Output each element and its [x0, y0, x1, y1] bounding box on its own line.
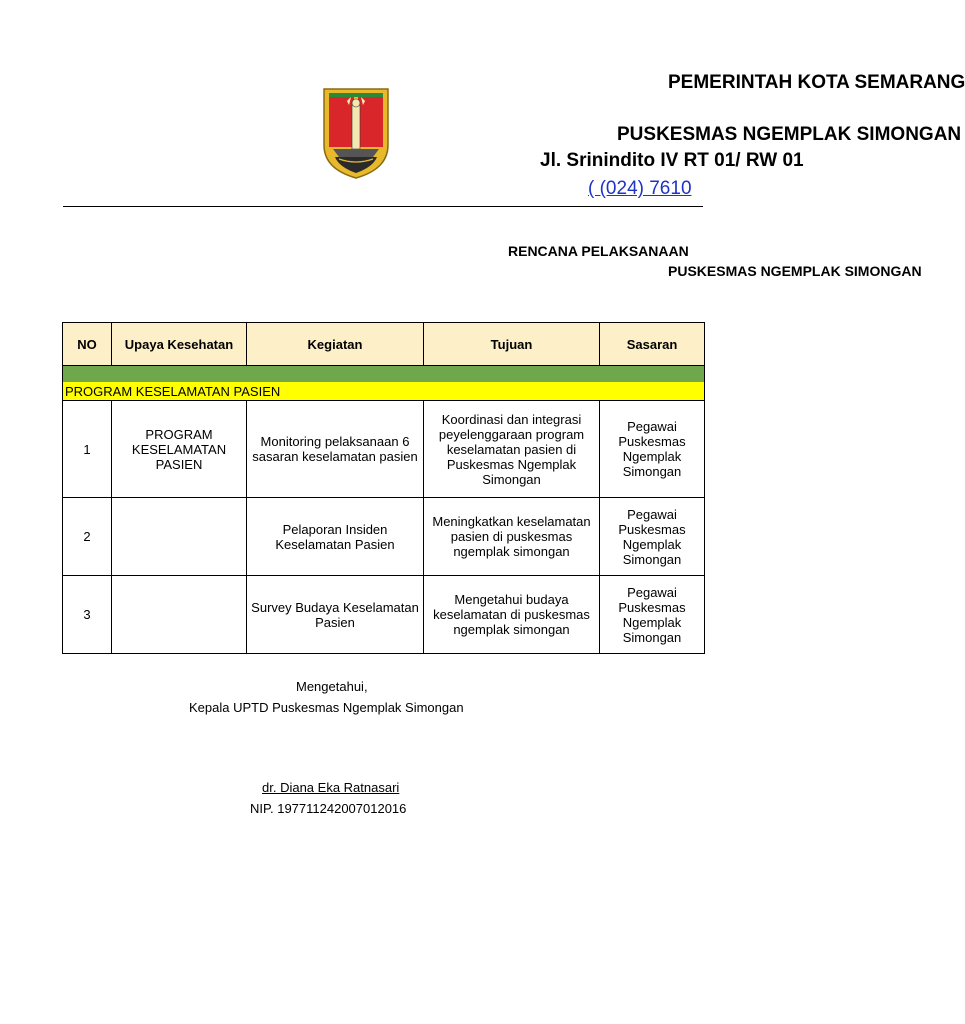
- cell-kegiatan: Monitoring pelaksanaan 6 sasaran keselamatan pasien: [247, 401, 424, 498]
- table-row: [63, 498, 705, 576]
- column-header-upaya: Upaya Kesehatan: [112, 323, 247, 366]
- cell-upaya: [112, 576, 247, 654]
- acknowledged-label: Mengetahui,: [296, 679, 368, 694]
- activity-plan-table: [62, 322, 705, 654]
- header-line-government: PEMERINTAH KOTA SEMARANG: [668, 72, 965, 93]
- column-header-tujuan: Tujuan: [424, 323, 600, 366]
- cell-tujuan: Meningkatkan keselamatan pasien di puskesmas ngemplak simongan: [424, 498, 600, 576]
- section-label-row: [63, 382, 705, 401]
- cell-upaya: PROGRAM KESELAMATAN PASIEN: [112, 401, 247, 498]
- document-subtitle: PUSKESMAS NGEMPLAK SIMONGAN: [668, 263, 922, 279]
- cell-kegiatan: Pelaporan Insiden Keselamatan Pasien: [247, 498, 424, 576]
- header-line-puskesmas: PUSKESMAS NGEMPLAK SIMONGAN: [617, 124, 962, 145]
- cell-no: 1: [63, 401, 112, 498]
- signatory-position: Kepala UPTD Puskesmas Ngemplak Simongan: [189, 700, 464, 715]
- column-header-sasaran: Sasaran: [600, 323, 705, 366]
- header-divider: [63, 206, 703, 207]
- signatory-nip: NIP. 197711242007012016: [250, 801, 407, 816]
- cell-sasaran: Pegawai Puskesmas Ngemplak Simongan: [600, 401, 705, 498]
- section-label: PROGRAM KESELAMATAN PASIEN: [63, 382, 705, 401]
- table-row: [63, 401, 705, 498]
- table-header-row: [63, 323, 705, 366]
- cell-sasaran: Pegawai Puskesmas Ngemplak Simongan: [600, 576, 705, 654]
- cell-no: 3: [63, 576, 112, 654]
- table-row: [63, 576, 705, 654]
- header-line-address: Jl. Srinindito IV RT 01/ RW 01: [540, 150, 804, 171]
- green-band-row: [63, 366, 705, 383]
- semarang-city-emblem-icon: [321, 87, 391, 180]
- signatory-name: dr. Diana Eka Ratnasari: [262, 780, 400, 795]
- column-header-kegiatan: Kegiatan: [247, 323, 424, 366]
- cell-kegiatan: Survey Budaya Keselamatan Pasien: [247, 576, 424, 654]
- cell-sasaran: Pegawai Puskesmas Ngemplak Simongan: [600, 498, 705, 576]
- cell-no: 2: [63, 498, 112, 576]
- cell-tujuan: Mengetahui budaya keselamatan di puskesmas ngemplak simongan: [424, 576, 600, 654]
- document-title: RENCANA PELAKSANAAN: [508, 243, 689, 259]
- cell-upaya: [112, 498, 247, 576]
- cell-tujuan: Koordinasi dan integrasi peyelenggaraan program keselamatan pasien di Puskesmas Ngemplak Simongan: [424, 401, 600, 498]
- column-header-no: NO: [63, 323, 112, 366]
- header-phone-link[interactable]: ( (024) 7610: [588, 178, 692, 199]
